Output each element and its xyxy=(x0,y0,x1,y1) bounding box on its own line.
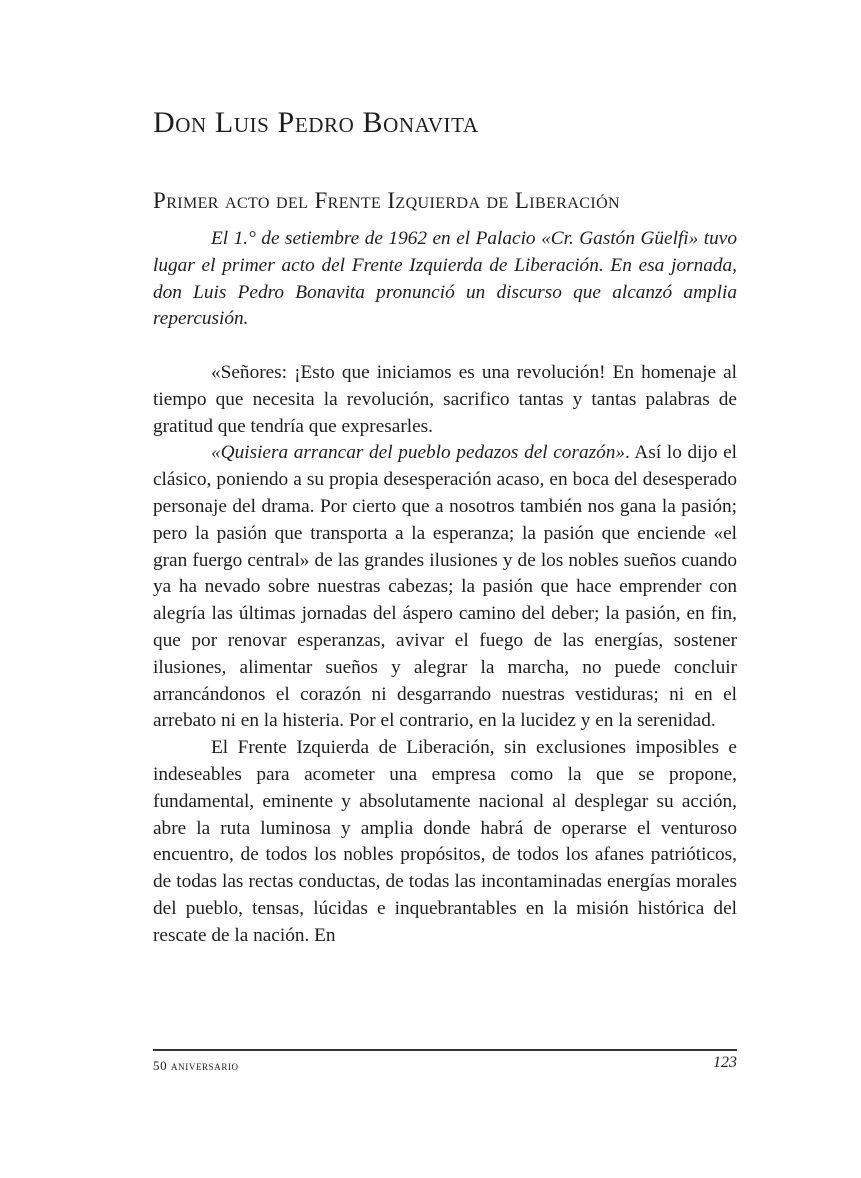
body-text xyxy=(153,226,737,950)
speech-paragraph-2 xyxy=(153,440,737,735)
speech-paragraph-2-text: . Así lo dijo el clásico, poniendo a su propia desesperación acaso, en boca del desesperado personaje del drama. Por cierto que a nosotros también nos gana la pasión; pero la pasión que transporta a la esperanza; la pasión que enciende «el gran fuergo central» de las grandes ilusiones y de los nobles sueños cuando ya ha nevado sobre nuestras cabezas; la pasión que hace emprender con alegría las últimas jornadas del áspero camino del deber; la pasión, en fin, que por renovar esperanzas, avivar el fuego de las energías, sostener ilusiones, alimentar sueños y alegrar la marcha, no puede concluir arrancándonos el corazón ni desgarrando nuestras vestiduras; ni en el arrebato ni en la histeria. Por el contrario, en la lucidez y en la serenidad. xyxy=(153,442,737,732)
speech-paragraph-3: El Frente Izquierda de Liberación, sin exclusiones imposibles e indeseables para acometer una empresa como la que se propone, fundamental, eminente y absolutamente nacional al desplegar su acción, abre la ruta luminosa y amplia donde habrá de operarse el venturoso encuentro, de todos los nobles propósitos, de todos los afanes patrióticos, de todas las rectas conductas, de todas las incontaminadas energías morales del pueblo, tensas, lúcidas e inquebrantables en la misión histórica del rescate de la nación. En xyxy=(153,737,737,946)
quote-text: «Quisiera arrancar del pueblo pedazos del corazón» xyxy=(211,442,626,464)
speech-paragraph-1: «Señores: ¡Esto que iniciamos es una revolución! En homenaje al tiempo que necesita la revolución, sacrifico tantas y tantas palabras de gratitud que tendría que expresarles. xyxy=(153,361,737,437)
intro-paragraph: El 1.° de setiembre de 1962 en el Palacio «Cr. Gastón Güelfi» tuvo lugar el primer acto del Frente Izquierda de Liberación. En esa jornada, don Luis Pedro Bonavita pronunció un discurso que alcanzó amplia repercusión. xyxy=(153,228,737,330)
footer-rule xyxy=(153,1049,737,1051)
page-number: 123 xyxy=(713,1054,737,1071)
section-heading: Primer acto del Frente Izquierda de Liberación xyxy=(153,188,620,213)
chapter-heading: Don Luis Pedro Bonavita xyxy=(153,106,479,139)
footer-running-title: 50 aniversario xyxy=(153,1058,239,1073)
